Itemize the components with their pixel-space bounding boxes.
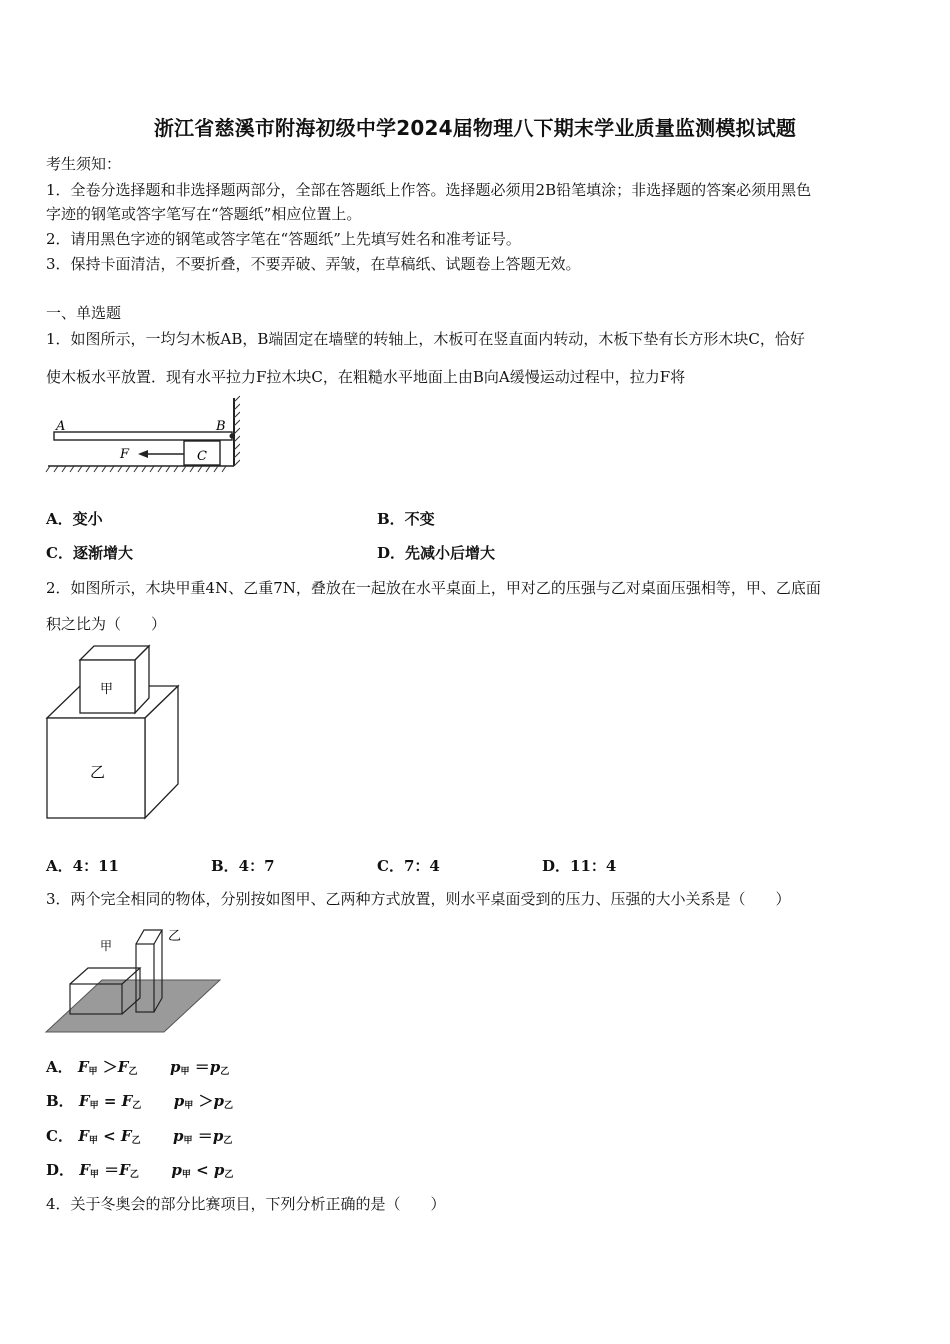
table-surface xyxy=(46,980,220,1032)
symbol-f: F xyxy=(78,1092,90,1110)
subscript-jia: 甲 xyxy=(184,1101,194,1111)
subscript-jia: 甲 xyxy=(181,1170,191,1180)
subscript-yi: 乙 xyxy=(224,1101,234,1111)
subscript-jia: 甲 xyxy=(88,1067,98,1077)
q3-option-c[interactable] xyxy=(46,1125,232,1146)
relation-force: ＞ xyxy=(102,1058,118,1076)
q2-option-b[interactable]: B．4：7 xyxy=(211,857,275,875)
q3-option-a[interactable] xyxy=(46,1056,229,1077)
symbol-f: F xyxy=(120,1127,132,1145)
cube-jia xyxy=(80,646,149,713)
symbol-f: F xyxy=(77,1058,89,1076)
symbol-f: F xyxy=(79,1161,90,1179)
section-heading: 一、单选题 xyxy=(46,304,122,322)
symbol-f: F xyxy=(119,1161,130,1179)
relation-pressure: ＞ xyxy=(198,1092,214,1110)
notice-item-1-line-2: 字迹的钢笔或答字笔写在“答题纸”相应位置上。 xyxy=(46,205,362,223)
fig-label-yi: 乙 xyxy=(90,763,106,781)
q1-option-d[interactable]: D．先减小后增大 xyxy=(377,544,496,562)
q1-figure xyxy=(44,394,240,476)
symbol-p: p xyxy=(209,1058,221,1076)
notice-heading: 考生须知： xyxy=(46,155,122,173)
relation-force: = xyxy=(103,1092,117,1110)
page-title: 浙江省慈溪市附海初级中学2024届物理八下期末学业质量监测模拟试题 xyxy=(153,116,797,140)
fig-label-b: B xyxy=(216,419,226,434)
symbol-p: p xyxy=(171,1161,182,1179)
relation-pressure: ＝ xyxy=(197,1127,213,1145)
subscript-jia: 甲 xyxy=(88,1136,98,1146)
q3-option-b[interactable] xyxy=(46,1090,233,1111)
option-label: A． xyxy=(46,1058,73,1076)
subscript-yi: 乙 xyxy=(129,1170,139,1180)
q1-stem-line-1: 1．如图所示，一均匀木板AB，B端固定在墙壁的转轴上，木板可在竖直面内转动，木板下垫有长方形木块C，恰好 xyxy=(46,330,805,348)
subscript-jia: 甲 xyxy=(180,1067,190,1077)
symbol-f: F xyxy=(121,1092,133,1110)
force-arrow-head xyxy=(138,450,148,458)
q1-option-a[interactable]: A．变小 xyxy=(46,510,103,528)
symbol-p: p xyxy=(169,1058,181,1076)
q2-figure xyxy=(44,642,184,822)
symbol-p: p xyxy=(173,1127,184,1145)
option-label: D． xyxy=(46,1161,75,1179)
option-label: C． xyxy=(46,1127,73,1145)
q1-stem-line-2: 使木板水平放置．现有水平拉力F拉木块C，在粗糙水平地面上由B向A缓慢运动过程中，拉力F将 xyxy=(46,368,686,386)
fig-label-jia: 甲 xyxy=(100,682,114,697)
q2-option-a[interactable]: A．4：11 xyxy=(46,857,119,875)
q3-stem-line-1: 3．两个完全相同的物体，分别按如图甲、乙两种方式放置，则水平桌面受到的压力、压强的大小关系是（ ） xyxy=(46,890,791,908)
symbol-f: F xyxy=(78,1127,89,1145)
symbol-p: p xyxy=(212,1127,224,1145)
symbol-p: p xyxy=(213,1161,225,1179)
pivot-b xyxy=(230,434,235,439)
fig-label-jia: 甲 xyxy=(100,939,113,953)
q4-stem-line-1: 4．关于冬奥会的部分比赛项目，下列分析正确的是（ ） xyxy=(46,1195,446,1213)
subscript-yi: 乙 xyxy=(224,1170,234,1180)
relation-force: < xyxy=(103,1127,116,1145)
subscript-jia: 甲 xyxy=(183,1136,193,1146)
subscript-yi: 乙 xyxy=(223,1136,233,1146)
q1-option-b[interactable]: B．不变 xyxy=(377,510,435,528)
fig-label-f: F xyxy=(120,447,130,462)
symbol-p: p xyxy=(213,1092,225,1110)
subscript-yi: 乙 xyxy=(128,1067,138,1077)
relation-force: ＝ xyxy=(104,1161,120,1179)
relation-pressure: < xyxy=(196,1161,209,1179)
fig-label-a: A xyxy=(56,419,66,434)
subscript-yi: 乙 xyxy=(132,1101,142,1111)
subscript-jia: 甲 xyxy=(89,1170,99,1180)
q3-figure xyxy=(44,924,222,1036)
q2-stem-line-2: 积之比为（ ） xyxy=(46,615,167,633)
fig-label-yi: 乙 xyxy=(168,929,182,944)
option-label: B． xyxy=(46,1092,74,1110)
q3-option-d[interactable] xyxy=(46,1159,233,1180)
q1-option-c[interactable]: C．逐渐增大 xyxy=(46,544,133,562)
symbol-p: p xyxy=(173,1092,185,1110)
notice-item-1-line-1: 1．全卷分选择题和非选择题两部分，全部在答题纸上作答。选择题必须用2B铅笔填涂；非选择题的答案必须用黑色 xyxy=(46,181,812,199)
subscript-yi: 乙 xyxy=(131,1136,141,1146)
q2-option-d[interactable]: D．11：4 xyxy=(542,857,617,875)
q2-stem-line-1: 2．如图所示，木块甲重4N、乙重7N，叠放在一起放在水平桌面上，甲对乙的压强与乙对桌面压强相等，甲、乙底面 xyxy=(46,579,821,597)
board-ab xyxy=(54,432,232,440)
relation-pressure: ＝ xyxy=(194,1058,210,1076)
symbol-f: F xyxy=(117,1058,129,1076)
fig-label-c: C xyxy=(197,449,207,464)
q2-option-c[interactable]: C．7：4 xyxy=(377,857,440,875)
subscript-jia: 甲 xyxy=(89,1101,99,1111)
notice-item-2: 2．请用黑色字迹的钢笔或答字笔在“答题纸”上先填写姓名和准考证号。 xyxy=(46,230,521,248)
ground-hatching xyxy=(46,466,226,472)
notice-item-3: 3．保持卡面清洁，不要折叠，不要弄破、弄皱，在草稿纸、试题卷上答题无效。 xyxy=(46,255,581,273)
subscript-yi: 乙 xyxy=(220,1067,230,1077)
